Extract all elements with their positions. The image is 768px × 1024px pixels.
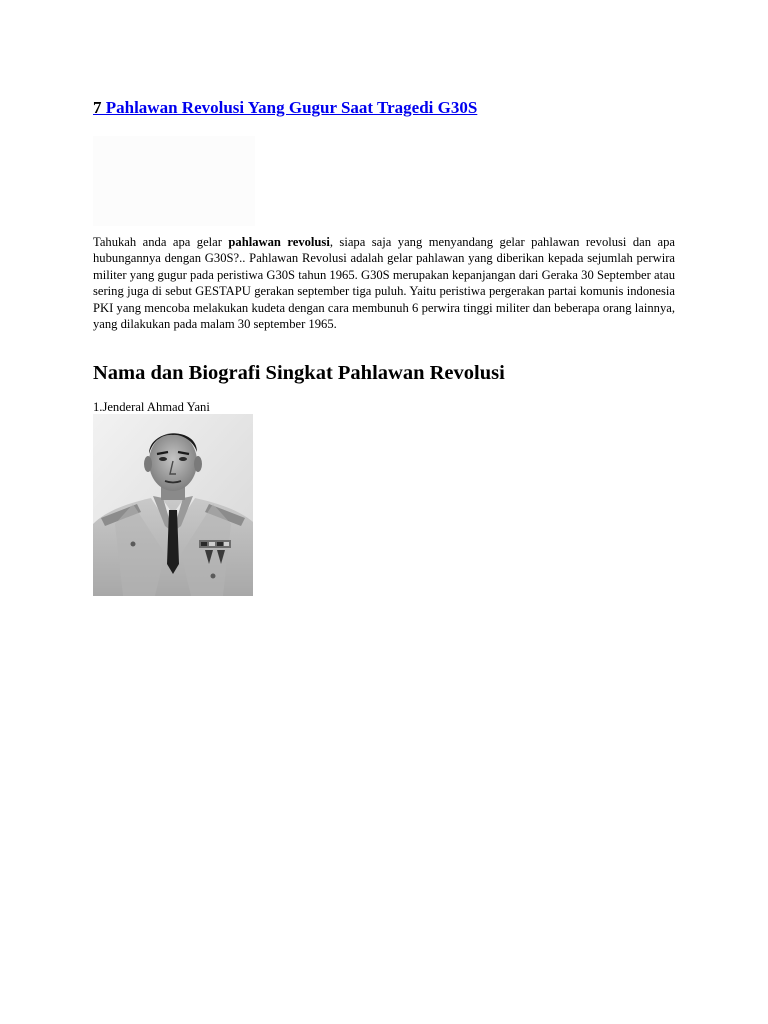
intro-paragraph [93,234,675,332]
section-heading: Nama dan Biografi Singkat Pahlawan Revolusi [93,362,505,384]
intro-rest-text: , siapa saja yang menyandang gelar pahlawan revolusi dan apa hubungannya dengan G30S?.. Pahlawan Revolusi adalah gelar pahlawan yang diberikan kepada sejumlah perwira militer yang gugur pada peristiwa G30S tahun 1965. G30S merupakan kepanjangan dari Geraka 30 September atau sering juga di sebut GESTAPU gerakan september tiga puluh. Yaitu peristiwa pergerakan partai komunis indonesia PKI yang mencoba melakukan kudeta dengan cara membunuh 6 perwira tinggi militer dan beberapa orang lainnya, yang dilakukan pada malam 30 september 1965. [93,235,676,332]
article-title-link[interactable]: Pahlawan Revolusi Yang Gugur Saat Tragedi G30S [101,98,478,117]
title-number: 7 [93,98,102,117]
hero-item-label: 1.Jenderal Ahmad Yani [93,400,210,414]
intro-bold-text: pahlawan revolusi [228,235,330,249]
blank-image-placeholder [93,136,255,226]
portrait-photo [93,414,253,596]
article-title [93,98,477,118]
intro-lead-text: Tahukah anda apa gelar [93,235,229,249]
